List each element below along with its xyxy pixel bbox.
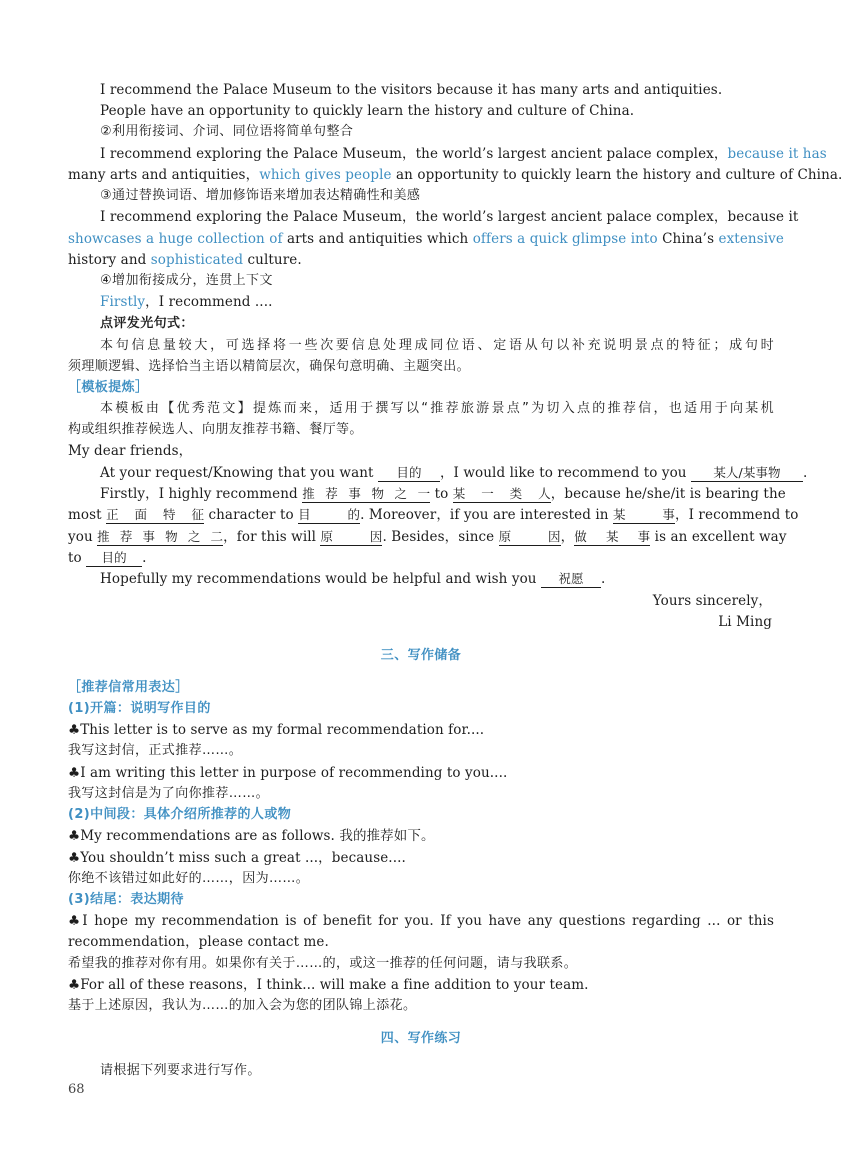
improved-sentence-line bbox=[100, 144, 827, 164]
expression-chinese: 基于上述原因，我认为……的加入会为您的团队锦上添花。 bbox=[68, 998, 417, 1013]
blank-item-one: 推荐事物之一 bbox=[302, 486, 431, 501]
expression-english: ♣My recommendations are as follows. 我的推荐如下。 bbox=[68, 828, 435, 844]
text-run: culture. bbox=[243, 252, 302, 268]
text-run: . Moreover，if you are interested in bbox=[360, 507, 613, 523]
expression-english: recommendation，please contact me. bbox=[68, 934, 329, 950]
template-line bbox=[68, 505, 799, 525]
template-line bbox=[100, 463, 808, 483]
improved-sentence-line bbox=[68, 229, 784, 249]
letter-closing: Yours sincerely， bbox=[652, 593, 772, 609]
page-number: 68 bbox=[68, 1082, 85, 1097]
text-run: ，for this will bbox=[223, 529, 321, 545]
expression-chinese: 希望我的推荐对你有用。如果你有关于……的，或这一推荐的任何问题，请与我联系。 bbox=[68, 956, 578, 971]
template-line bbox=[100, 569, 774, 589]
template-intro: 构或组织推荐候选人、向朋友推荐书籍、餐厅等。 bbox=[68, 422, 363, 437]
text-run: At your request/Knowing that you want bbox=[100, 465, 378, 481]
section-title: 四、写作练习 bbox=[380, 1031, 462, 1046]
comment-title: 点评发光句式： bbox=[100, 316, 194, 331]
text-run: to bbox=[430, 486, 453, 502]
text-run: character to bbox=[204, 507, 299, 523]
blank-item-two: 推荐事物之二 bbox=[97, 529, 224, 544]
blank-feature: 正面特征 bbox=[106, 507, 205, 522]
blank-purpose: 目的 bbox=[298, 507, 361, 522]
exercise-instruction: 请根据下列要求进行写作。 bbox=[100, 1063, 261, 1078]
blank-reason: 原因 bbox=[498, 529, 561, 544]
expression-english: ♣I hope my recommendation is of benefit for you. If you have any questions regarding ... or this bbox=[68, 913, 774, 929]
expression-english: ♣This letter is to serve as my formal recommendation for.... bbox=[68, 722, 485, 738]
highlight-run: extensive bbox=[718, 231, 784, 247]
text-run: . bbox=[142, 550, 147, 566]
expressions-subheading: (1)开篇：说明写作目的 bbox=[68, 701, 211, 716]
highlight-run: sophisticated bbox=[150, 252, 244, 268]
step-heading: ④增加衔接成分，连贯上下文 bbox=[100, 273, 273, 288]
template-line bbox=[100, 484, 786, 504]
improved-sentence-line bbox=[68, 165, 842, 185]
blank-purpose: 目的 bbox=[378, 465, 440, 482]
template-line bbox=[68, 527, 787, 547]
text-run: most bbox=[68, 507, 107, 523]
expression-chinese: 你绝不该错过如此好的……，因为……。 bbox=[68, 871, 310, 886]
text-run: to bbox=[68, 550, 87, 566]
highlight-run: because it has bbox=[727, 146, 827, 162]
text-run: China’s bbox=[657, 231, 719, 247]
text-run: ，I would like to recommend to you bbox=[439, 465, 691, 481]
text-run: . bbox=[802, 465, 808, 481]
template-intro: 本模板由【优秀范文】提炼而来，适用于撰写以“推荐旅游景点”为切入点的推荐信，也适用于向某机 bbox=[100, 401, 774, 416]
blank-someone: 某人/某事物 bbox=[691, 465, 803, 482]
highlight-run: Firstly bbox=[100, 294, 146, 310]
text-run: ，I recommend to bbox=[675, 507, 799, 523]
text-run: . Besides，since bbox=[382, 529, 499, 545]
expression-english: ♣For all of these reasons，I think... will make a fine addition to your team. bbox=[68, 977, 589, 993]
text-run: I recommend exploring the Palace Museum，the world’s largest ancient palace complex， bbox=[100, 146, 728, 162]
blank-something: 某事 bbox=[613, 507, 675, 522]
text-run: many arts and antiquities， bbox=[68, 167, 260, 183]
improved-sentence-line bbox=[100, 292, 774, 312]
step-heading: ③通过替换词语、增加修饰语来增加表达精确性和美感 bbox=[100, 188, 421, 203]
text-run: Hopefully my recommendations would be helpful and wish you bbox=[100, 571, 541, 587]
text-run: arts and antiquities which bbox=[282, 231, 473, 247]
text-run: ，because he/she/it is bearing the bbox=[550, 486, 786, 502]
highlight-run: showcases a huge collection of bbox=[68, 231, 283, 247]
comment-text: 须理顺逻辑、选择恰当主语以精简层次，确保句意明确、主题突出。 bbox=[68, 359, 471, 374]
expression-chinese: 我写这封信，正式推荐……。 bbox=[68, 743, 243, 758]
expressions-subheading: (2)中间段：具体介绍所推荐的人或物 bbox=[68, 807, 292, 822]
blank-wish: 祝愿 bbox=[541, 571, 601, 588]
blank-purpose: 目的 bbox=[86, 550, 142, 567]
text-run: ， bbox=[560, 529, 575, 545]
text-run: history and bbox=[68, 252, 151, 268]
blank-group: 某一类人 bbox=[452, 486, 551, 501]
comment-text: 本句信息量较大，可选择将一些次要信息处理成同位语、定语从句以补充说明景点的特征；成句时 bbox=[100, 338, 774, 353]
expressions-subheading: (3)结尾：表达期待 bbox=[68, 892, 184, 907]
text-run: ，I recommend .... bbox=[145, 294, 273, 310]
expressions-heading: ［推荐信常用表达］ bbox=[68, 680, 189, 695]
example-sentence: I recommend the Palace Museum to the visitors because it has many arts and antiquities. bbox=[100, 82, 723, 98]
letter-signature: Li Ming bbox=[718, 614, 772, 630]
text-run: is an excellent way bbox=[650, 529, 787, 545]
expression-english: ♣I am writing this letter in purpose of recommending to you.... bbox=[68, 765, 508, 781]
expression-chinese: 我写这封信是为了向你推荐……。 bbox=[68, 786, 270, 801]
template-heading: ［模板提炼］ bbox=[68, 380, 149, 395]
improved-sentence-line bbox=[68, 250, 774, 270]
text-run: you bbox=[68, 529, 98, 545]
example-sentence: People have an opportunity to quickly learn the history and culture of China. bbox=[100, 103, 635, 119]
template-line bbox=[68, 548, 774, 568]
step-heading: ②利用衔接词、介词、同位语将简单句整合 bbox=[100, 124, 354, 139]
text-run: an opportunity to quickly learn the history and culture of China. bbox=[391, 167, 842, 183]
improved-sentence-line: I recommend exploring the Palace Museum，the world’s largest ancient palace complex，because it bbox=[100, 209, 799, 225]
section-title: 三、写作储备 bbox=[380, 648, 462, 663]
text-run: Firstly，I highly recommend bbox=[100, 486, 303, 502]
text-run: . bbox=[601, 571, 606, 587]
expression-english: ♣You shouldn’t miss such a great ...，because.... bbox=[68, 850, 406, 866]
letter-greeting: My dear friends， bbox=[68, 443, 193, 459]
blank-do-something: 做某事 bbox=[574, 529, 651, 544]
highlight-run: offers a quick glimpse into bbox=[472, 231, 658, 247]
blank-reason: 原因 bbox=[320, 529, 383, 544]
highlight-run: which gives people bbox=[259, 167, 392, 183]
